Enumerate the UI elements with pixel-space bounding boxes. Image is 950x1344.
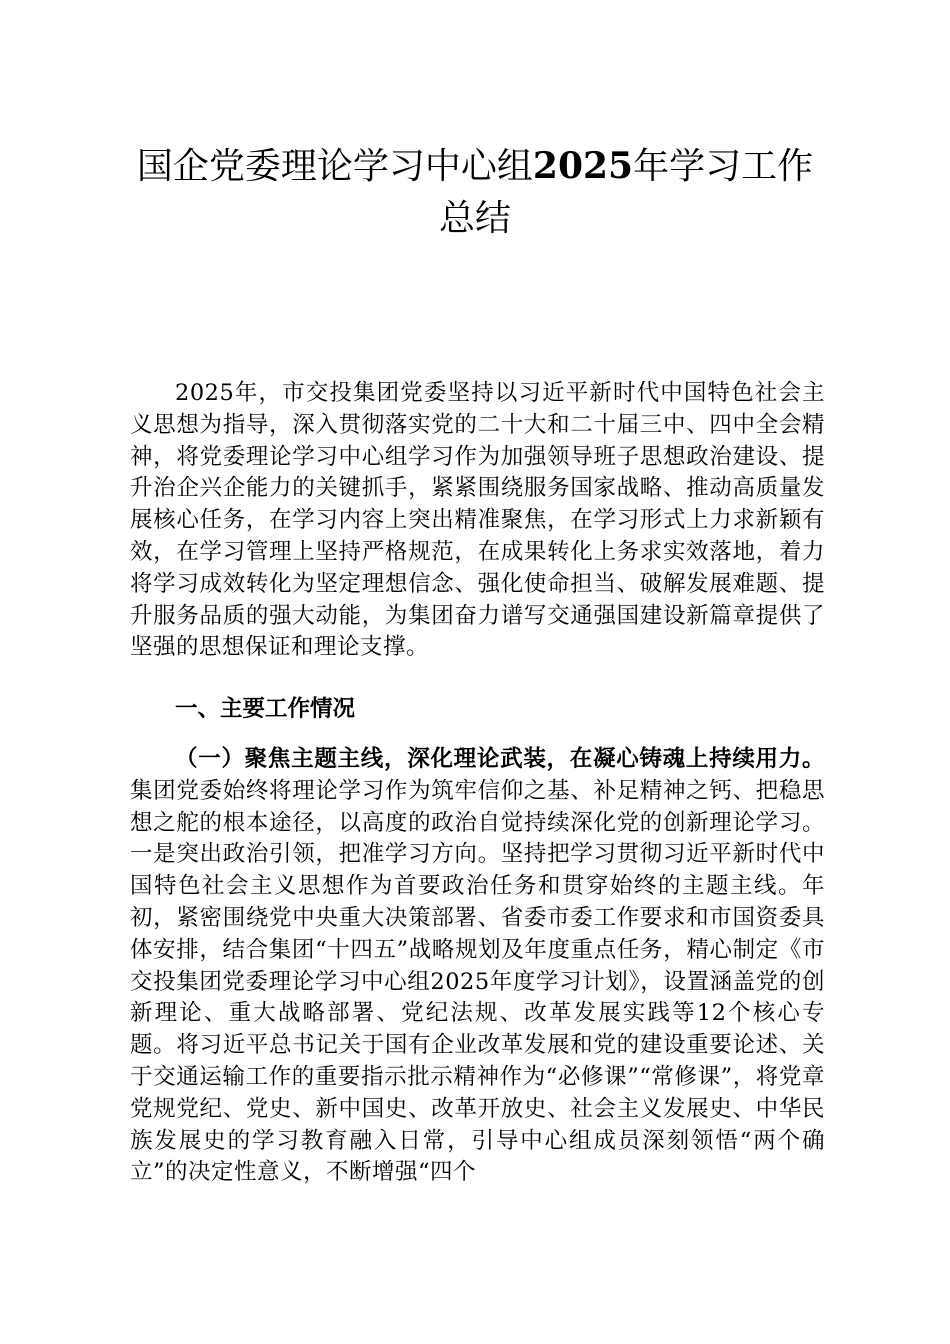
section-heading: 一、主要工作情况	[175, 696, 356, 722]
title-part-1: 国企党委理论学习中心组	[136, 146, 533, 187]
subsection-body: 集团党委始终将理论学习作为筑牢信仰之基、补足精神之钙、把稳思想之舵的根本途径，以高度的政治自觉持续深化党的创新理论学习。一是突出政治引领，把准学习方向。坚持把学习贯彻习近平新时代中国特色社会主义思想作为首要政治任务和贯穿始终的主题主线。年初，紧密围绕党中央重大决策部署、省委市委工作要求和市国资委具体安排，结合集团“十四五”战略规划及年度重点任务，精心制定《市交投集团党委理论学习中心组2025年度学习计划》，设置涵盖党的创新理论、重大战略部署、党纪法规、改革发展实践等12个核心专题。将习近平总书记关于国有企业改革发展和党的建设重要论述、关于交通运输工作的重要指示批示精神作为“必修课”“常修课”，将党章党规党纪、党史、新中国史、改革开放史、社会主义发展史、中华民族发展史的学习教育融入日常，引导中心组成员深刻领悟“两个确立”的决定性意义，不断增强“四个	[130, 777, 825, 1186]
title-part-2: 年学习工作总结	[438, 146, 814, 239]
title-year: 2025	[532, 145, 634, 187]
subsection-paragraph	[130, 744, 825, 1189]
document-title	[130, 140, 820, 245]
subsection-lead: （一）聚焦主题主线，深化理论武装，在凝心铸魂上持续用力。	[175, 746, 825, 772]
intro-paragraph: 2025年，市交投集团党委坚持以习近平新时代中国特色社会主义思想为指导，深入贯彻落实党的二十大和二十届三中、四中全会精神，将党委理论学习中心组学习作为加强领导班子思想政治建设、提升治企兴企能力的关键抓手，紧紧围绕服务国家战略、推动高质量发展核心任务，在学习内容上突出精准聚焦，在学习形式上力求新颖有效，在学习管理上坚持严格规范，在成果转化上务求实效落地，着力将学习成效转化为坚定理想信念、强化使命担当、破解发展难题、提升服务品质的强大动能，为集团奋力谱写交通强国建设新篇章提供了坚强的思想保证和理论支撑。	[130, 380, 825, 661]
